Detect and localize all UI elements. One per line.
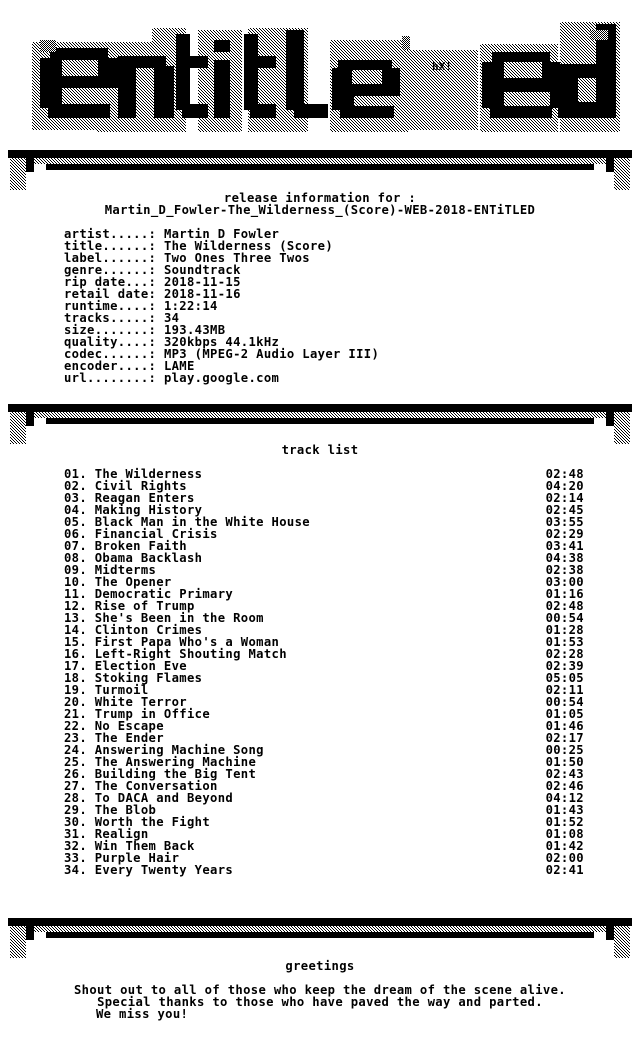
info-value: 34 [163,311,180,325]
track-duration: 00:54 [545,695,584,709]
track-duration: 02:17 [545,731,584,745]
track-title: 18. Stoking Flames [64,671,203,685]
track-title: 25. The Answering Machine [64,755,257,769]
track-duration: 02:45 [545,503,584,517]
track-title: 17. Election Eve [64,659,187,673]
track-duration: 02:29 [545,527,584,541]
info-label: codec......: [64,347,157,361]
info-value: Soundtrack [163,263,241,277]
section-divider [0,146,640,190]
info-value: 2018-11-15 [163,275,241,289]
track-duration: 02:43 [545,767,584,781]
info-label: genre......: [64,263,157,277]
track-title: 27. The Conversation [64,779,218,793]
info-value: 2018-11-16 [163,287,241,301]
info-value: MP3 (MPEG-2 Audio Layer III) [163,347,380,361]
track-duration: 01:42 [545,839,584,853]
track-duration: 04:38 [545,551,584,565]
track-duration: 02:39 [545,659,584,673]
track-title: 20. White Terror [64,695,187,709]
track-title: 28. To DACA and Beyond [64,791,234,805]
track-title: 32. Win Them Back [64,839,195,853]
track-title: 31. Realign [64,827,149,841]
track-title: 02. Civil Rights [64,479,187,493]
info-value: 1:22:14 [163,299,218,313]
track-title: 07. Broken Faith [64,539,187,553]
entitled-logo [0,0,640,150]
info-label: retail date: [64,287,157,301]
track-duration: 01:53 [545,635,584,649]
info-label: runtime....: [64,299,157,313]
track-duration: 01:50 [545,755,584,769]
track-duration: 02:46 [545,779,584,793]
track-duration: 02:41 [545,863,584,877]
track-duration: 02:28 [545,647,584,661]
tracklist-heading: track list [281,443,359,457]
track-duration: 02:38 [545,563,584,577]
greetings-line: Special thanks to those who have paved the way and parted. [97,995,543,1009]
track-duration: 04:20 [545,479,584,493]
track-duration: 01:43 [545,803,584,817]
info-value: The Wilderness (Score) [163,239,334,253]
track-title: 11. Democratic Primary [64,587,234,601]
track-duration: 03:55 [545,515,584,529]
greetings-line: We miss you! [96,1007,189,1021]
track-title: 29. The Blob [64,803,157,817]
logo-tag: hX! [432,60,452,73]
info-label: url........: [64,371,157,385]
track-title: 06. Financial Crisis [64,527,218,541]
track-duration: 01:08 [545,827,584,841]
track-title: 14. Clinton Crimes [64,623,203,637]
track-duration: 03:00 [545,575,584,589]
track-title: 15. First Papa Who's a Woman [64,635,280,649]
track-title: 23. The Ender [64,731,164,745]
info-value: Two Ones Three Twos [163,251,310,265]
track-title: 04. Making History [64,503,203,517]
track-duration: 01:52 [545,815,584,829]
track-title: 08. Obama Backlash [64,551,203,565]
track-title: 12. Rise of Trump [64,599,195,613]
track-title: 34. Every Twenty Years [64,863,234,877]
section-divider [0,914,640,958]
info-value: 193.43MB [163,323,226,337]
track-duration: 02:11 [545,683,584,697]
track-duration: 01:46 [545,719,584,733]
track-duration: 01:28 [545,623,584,637]
info-row [64,372,279,384]
info-value: play.google.com [163,371,280,385]
info-value: Martin D Fowler [163,227,280,241]
track-duration: 02:48 [545,599,584,613]
info-label: quality....: [64,335,157,349]
track-duration: 00:25 [545,743,584,757]
info-label: rip date...: [64,275,157,289]
track-title: 16. Left-Right Shouting Match [64,647,287,661]
track-duration: 02:48 [545,467,584,481]
track-title: 05. Black Man in the White House [64,515,310,529]
info-label: title......: [64,239,157,253]
track-duration: 01:16 [545,587,584,601]
track-duration: 00:54 [545,611,584,625]
info-label: size.......: [64,323,157,337]
info-value: LAME [163,359,195,373]
track-duration: 02:00 [545,851,584,865]
section-divider [0,400,640,444]
track-title: 22. No Escape [64,719,164,733]
track-title: 26. Building the Big Tent [64,767,257,781]
track-title: 19. Turmoil [64,683,149,697]
info-label: artist.....: [64,227,157,241]
greetings-line: Shout out to all of those who keep the dream of the scene alive. [74,983,566,997]
track-title: 30. Worth the Fight [64,815,211,829]
info-value: 320kbps 44.1kHz [163,335,280,349]
track-title: 03. Reagan Enters [64,491,195,505]
track-title: 13. She's Been in the Room [64,611,264,625]
track-duration: 02:14 [545,491,584,505]
track-duration: 05:05 [545,671,584,685]
track-row [64,864,584,876]
track-title: 33. Purple Hair [64,851,180,865]
track-duration: 04:12 [545,791,584,805]
track-duration: 01:05 [545,707,584,721]
info-label: label......: [64,251,157,265]
info-label: encoder....: [64,359,157,373]
release-heading: release information for : [223,191,417,205]
track-duration: 03:41 [545,539,584,553]
track-title: 24. Answering Machine Song [64,743,264,757]
release-name: Martin_D_Fowler-The_Wilderness_(Score)-WEB-2018-ENTiTLED [104,203,536,217]
greetings-heading: greetings [285,959,355,973]
track-title: 01. The Wilderness [64,467,203,481]
track-title: 10. The Opener [64,575,172,589]
track-title: 21. Trump in Office [64,707,211,721]
info-label: tracks.....: [64,311,157,325]
track-title: 09. Midterms [64,563,157,577]
